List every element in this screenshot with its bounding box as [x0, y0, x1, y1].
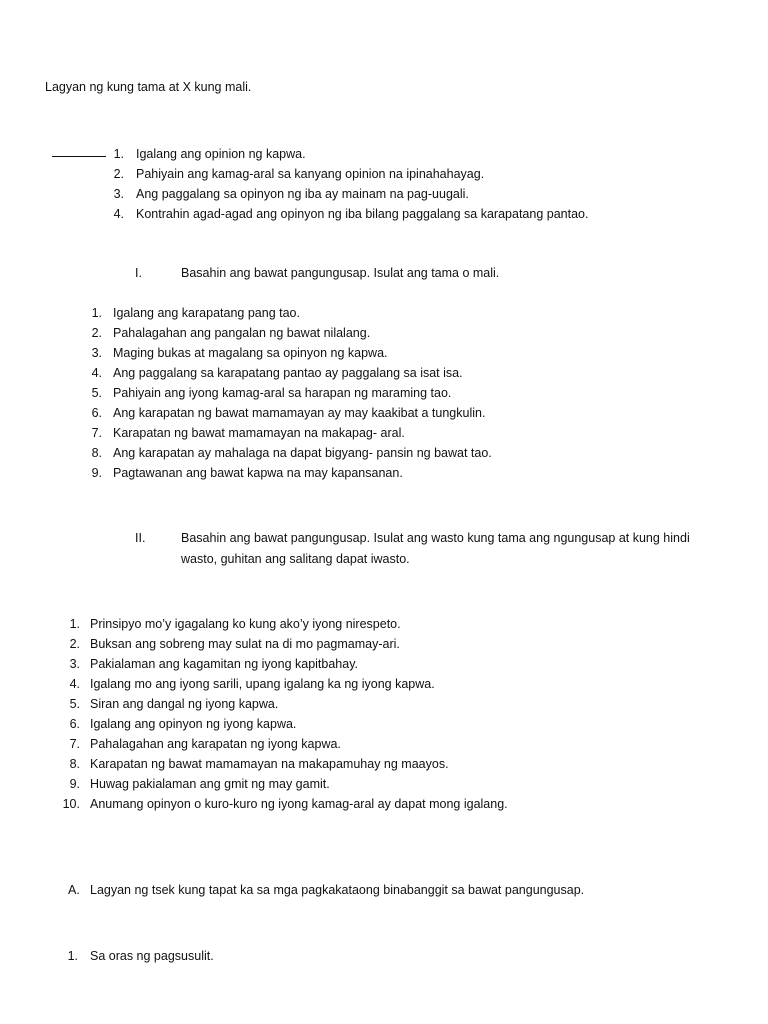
list-item-number: 4. [113, 207, 124, 221]
list-item-text: Igalang mo ang iyong sarili, upang igalang ka ng iyong kapwa. [90, 677, 435, 691]
list-item-number: 10. [62, 797, 80, 811]
list-item-number: 2. [113, 167, 124, 181]
section-a-text: Lagyan ng tsek kung tapat ka sa mga pagkakataong binabanggit sa bawat pangungusap. [90, 883, 585, 897]
list-item-text: Huwag pakialaman ang gmit ng may gamit. [90, 777, 330, 791]
list-item-number: 6. [91, 406, 102, 420]
list-item-text: Pahiyain ang kamag-aral sa kanyang opinion na ipinahahayag. [136, 167, 485, 181]
list-item-number: 1. [69, 617, 80, 631]
instruction-top: Lagyan ng kung tama at X kung mali. [45, 80, 252, 94]
section-2-line-1: Basahin ang bawat pangungusap. Isulat ang wasto kung tama ang ngungusap at kung hindi [181, 531, 690, 545]
section-a-letter: A. [68, 883, 80, 897]
section-2-roman: II. [135, 531, 146, 545]
section-1-text: Basahin ang bawat pangungusap. Isulat ang tama o mali. [181, 266, 500, 280]
list-item-text: Ang paggalang sa karapatang pantao ay paggalang sa isat isa. [113, 366, 463, 380]
list-item-text: Pahiyain ang iyong kamag-aral sa harapan ng maraming tao. [113, 386, 452, 400]
list-item-number: 2. [69, 637, 80, 651]
list-item-text: Ang karapatan ng bawat mamamayan ay may kaakibat a tungkulin. [113, 406, 486, 420]
list-item-text: Anumang opinyon o kuro-kuro ng iyong kamag-aral ay dapat mong igalang. [90, 797, 508, 811]
list-item-text: Maging bukas at magalang sa opinyon ng kapwa. [113, 346, 388, 360]
section-1-roman: I. [135, 266, 142, 280]
list-item-text: Igalang ang karapatang pang tao. [113, 306, 300, 320]
list-item-text: Pahalagahan ang pangalan ng bawat nilalang. [113, 326, 371, 340]
list-item-text: Pagtawanan ang bawat kapwa na may kapansanan. [113, 466, 403, 480]
list-item-number: 3. [91, 346, 102, 360]
list-item-number: 7. [69, 737, 80, 751]
list-item-text: Karapatan ng bawat mamamayan na makapag- aral. [113, 426, 405, 440]
section-2-line-2: wasto, guhitan ang salitang dapat iwasto. [181, 552, 410, 566]
list-item-text: Prinsipyo mo’y igagalang ko kung ako’y iyong nirespeto. [90, 617, 401, 631]
list-item-number: 1. [67, 949, 78, 963]
list-item-number: 1. [91, 306, 102, 320]
list-item-text: Siran ang dangal ng iyong kapwa. [90, 697, 279, 711]
list-item-text: Ang karapatan ay mahalaga na dapat bigyang- pansin ng bawat tao. [113, 446, 492, 460]
list-item-number: 2. [91, 326, 102, 340]
list-item-text: Sa oras ng pagsusulit. [90, 949, 214, 963]
list-item-number: 1. [113, 147, 124, 161]
answer-blank [52, 150, 106, 157]
list-item-text: Pahalagahan ang karapatan ng iyong kapwa. [90, 737, 341, 751]
list-item-number: 4. [91, 366, 102, 380]
list-item-number: 4. [69, 677, 80, 691]
list-item-number: 8. [91, 446, 102, 460]
list-item-number: 9. [69, 777, 80, 791]
list-item-number: 3. [69, 657, 80, 671]
list-item-number: 5. [69, 697, 80, 711]
list-item-number: 8. [69, 757, 80, 771]
list-item-text: Igalang ang opinion ng kapwa. [136, 147, 306, 161]
list-item-number: 6. [69, 717, 80, 731]
list-item-number: 7. [91, 426, 102, 440]
list-item-text: Igalang ang opinyon ng iyong kapwa. [90, 717, 297, 731]
list-item-text: Karapatan ng bawat mamamayan na makapamuhay ng maayos. [90, 757, 449, 771]
list-item-text: Kontrahin agad-agad ang opinyon ng iba bilang paggalang sa karapatang pantao. [136, 207, 589, 221]
list-item-text: Pakialaman ang kagamitan ng iyong kapitbahay. [90, 657, 358, 671]
list-item-number: 5. [91, 386, 102, 400]
list-item-number: 3. [113, 187, 124, 201]
list-item-number: 9. [91, 466, 102, 480]
list-item-text: Buksan ang sobreng may sulat na di mo pagmamay-ari. [90, 637, 400, 651]
list-item-text: Ang paggalang sa opinyon ng iba ay mainam na pag-uugali. [136, 187, 469, 201]
